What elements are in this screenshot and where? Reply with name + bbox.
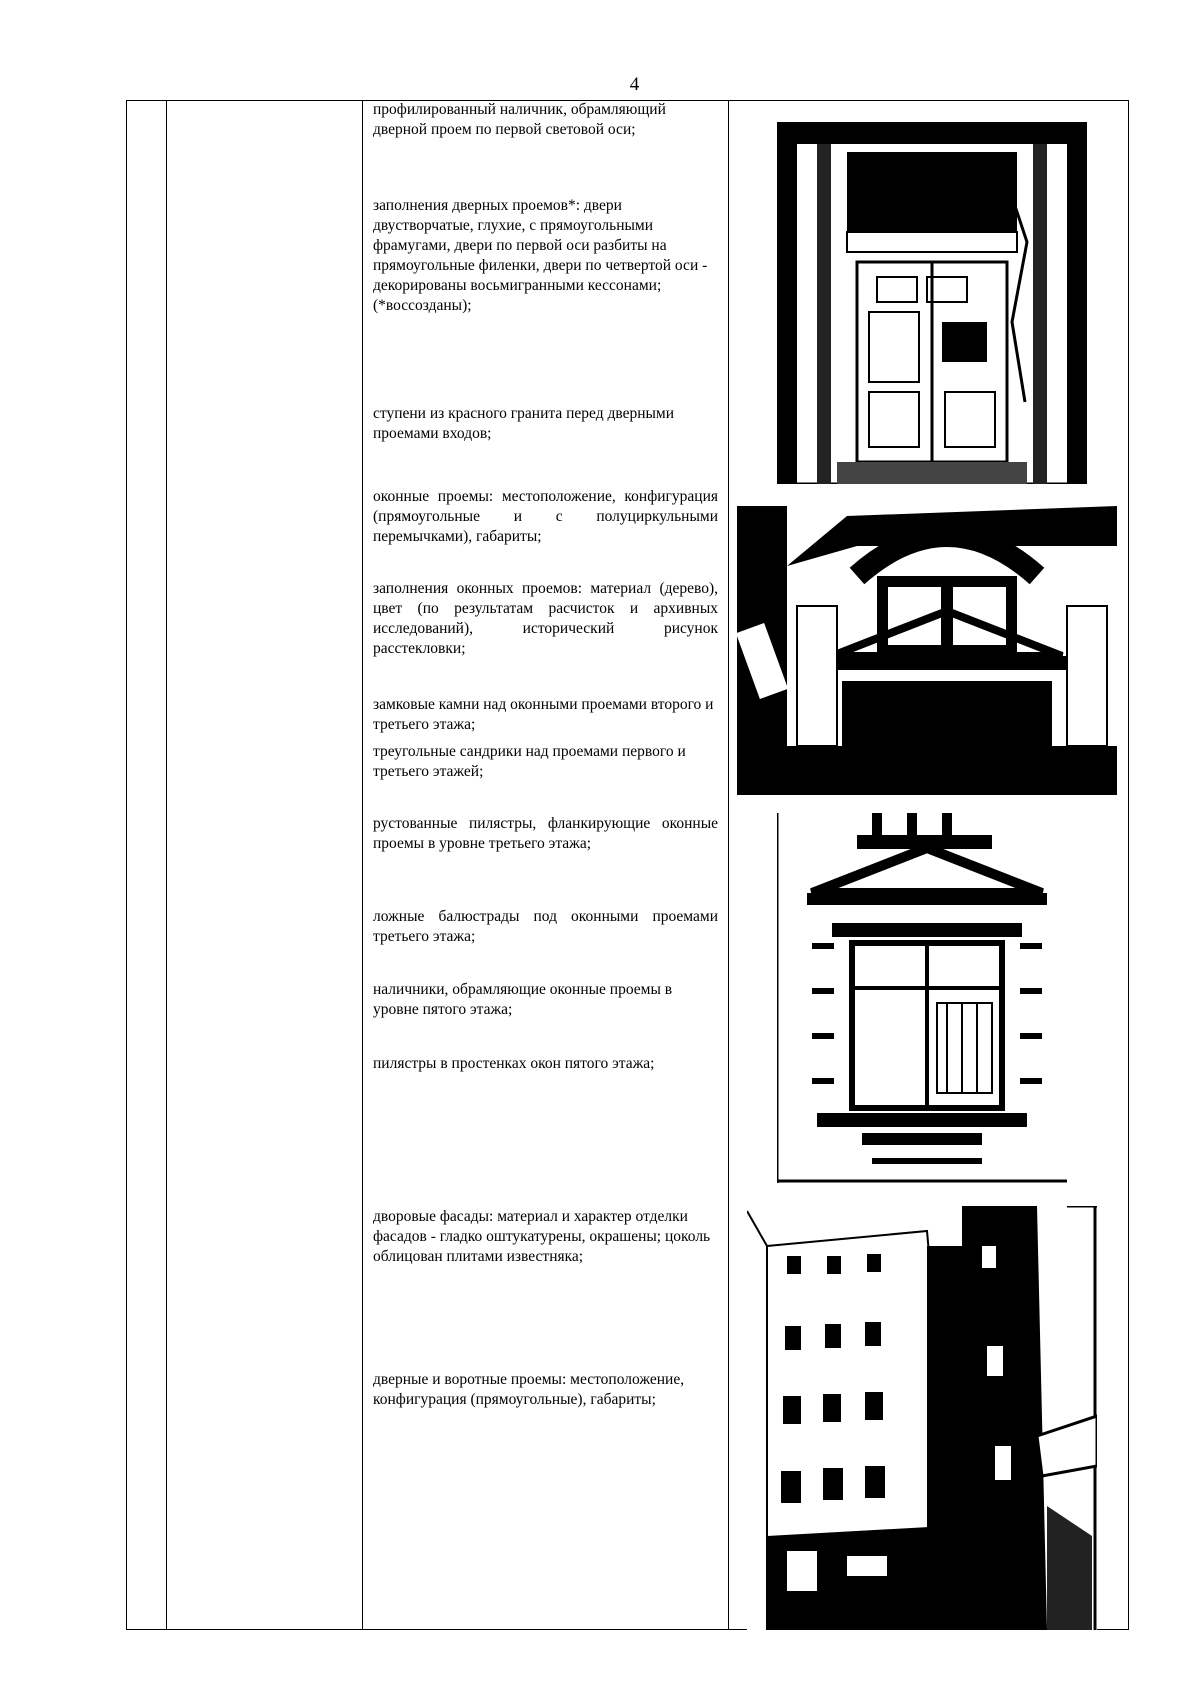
feature-text: замковые камни над оконными проемами второго и третьего этажа; [373, 696, 714, 733]
feature-text: рустованные пилястры, фланкирующие оконные проемы в уровне третьего этажа; [373, 815, 718, 852]
feature-text: пилястры в простенках окон пятого этажа; [373, 1055, 655, 1072]
feature-window-openings [373, 487, 718, 547]
feature-text: заполнения оконных проемов: материал (дерево), цвет (по результатам расчисток и архивных исследований), исторический рисунок расстекловки; [373, 580, 718, 657]
photo-courtyard-facades [747, 1206, 1097, 1630]
feature-keystones [373, 695, 718, 735]
feature-granite-steps [373, 404, 718, 444]
feature-pilasters-fifth-floor [373, 1054, 718, 1074]
feature-rusticated-pilasters [373, 814, 718, 854]
column-divider-3 [728, 100, 729, 1630]
feature-window-surrounds [373, 980, 718, 1020]
feature-gate-openings [373, 1370, 718, 1410]
page-number: 4 [629, 74, 640, 95]
column-divider-1 [166, 100, 167, 1630]
feature-door-surround [373, 100, 718, 140]
column-divider-2 [362, 100, 363, 1630]
feature-text: профилированный наличник, обрамляющий дверной проем по первой световой оси; [373, 101, 666, 138]
photo-pediment-window [777, 813, 1067, 1183]
feature-text: дворовые фасады: материал и характер отделки фасадов - гладко оштукатурены, окрашены; цоколь облицован плитами известняка; [373, 1208, 711, 1265]
feature-text: заполнения дверных проемов*: двери двустворчатые, глухие, с прямоугольными фрамугами, двери по первой оси разбиты на прямоугольные филенки, двери по четвертой оси - декорированы восьмигранными кессонами; (*воссозданы); [373, 197, 708, 314]
feature-text: наличники, обрамляющие оконные проемы в уровне пятого этажа; [373, 981, 673, 1018]
photo-entrance-door [777, 122, 1087, 484]
feature-text: ступени из красного гранита перед дверными проемами входов; [373, 405, 675, 442]
feature-pediments [373, 742, 718, 782]
photo-arched-window [737, 506, 1117, 795]
feature-door-fillings [373, 196, 718, 316]
feature-window-fillings [373, 579, 718, 659]
feature-text: треугольные сандрики над проемами первого и третьего этажей; [373, 743, 686, 780]
feature-courtyard-facades [373, 1207, 718, 1267]
feature-balustrades [373, 907, 718, 947]
feature-text: ложные балюстрады под оконными проемами третьего этажа; [373, 908, 718, 945]
feature-text: дверные и воротные проемы: местоположение, конфигурация (прямоугольные), габариты; [373, 1371, 685, 1408]
feature-text: оконные проемы: местоположение, конфигурация (прямоугольные и с полуциркульными перемычками), габариты; [373, 488, 718, 545]
